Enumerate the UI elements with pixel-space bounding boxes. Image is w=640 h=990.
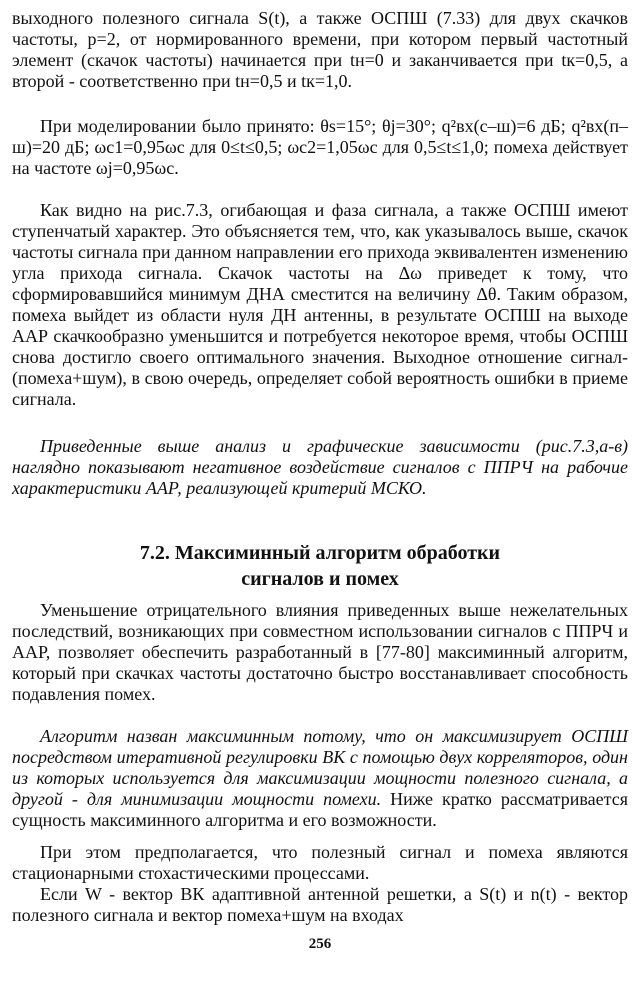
- paragraph-analysis: Как видно на рис.7.3, огибающая и фаза сигнала, а также ОСПШ имеют ступенчатый характер. Это объясняется тем, что, как указывалось выше, скачок частоты сигнала при данном направлении его прихода эквивалентен изменению угла прихода сигнала. Скачок частоты на Δω приведет к тому, что сформировавшийся минимум ДНА сместится на величину Δθ. Таким образом, помеха выйдет из области нуля ДН антенны, в результате ОСПШ на выходе ААР скачкообразно уменьшится и потребуется некоторое время, чтобы ОСПШ снова достигло своего оптимального значения. Выходное отношение сигнал-(помеха+шум), в свою очередь, определяет собой вероятность ошибки в приеме сигнала.: [12, 200, 628, 409]
- paragraph-algorithm: [12, 726, 628, 831]
- paragraph-conclusion-italic: Приведенные выше анализ и графические зависимости (рис.7.3,а-в) наглядно показывают негативное воздействие сигналов с ППРЧ на рабочие характеристики ААР, реализующей критерий МСКО.: [12, 436, 628, 498]
- paragraph-vectors: Если W - вектор ВК адаптивной антенной решетки, а S(t) и n(t) - вектор полезного сигнала и вектор помеха+шум на входах: [12, 884, 628, 925]
- paragraph-algorithm-normal: Ниже кратко рассматривается сущность максиминного алгоритма и его возможности.: [12, 789, 628, 830]
- paragraph-intro: Уменьшение отрицательного влияния приведенных выше нежелательных последствий, возникающих при совместном использовании сигналов с ППРЧ и ААР, позволяет обеспечить разработанный в [77-80] максиминный алгоритм, который при скачках частоты достаточно быстро восстанавливает способность подавления помех.: [12, 600, 628, 704]
- paragraph-continuation: выходного полезного сигнала S(t), а также ОСПШ (7.33) для двух скачков частоты, p=2, от нормированного времени, при котором первый частотный элемент (скачок частоты) начинается при tн=0 и заканчивается при tк=0,5, а второй - соответственно при tн=0,5 и tк=1,0.: [12, 8, 628, 91]
- paragraph-assumption: При этом предполагается, что полезный сигнал и помеха являются стационарными стохастическими процессами.: [12, 842, 628, 883]
- section-heading-line1: 7.2. Максиминный алгоритм обработки: [139, 542, 501, 564]
- page-number: 256: [308, 936, 332, 952]
- paragraph-algorithm-italic: Алгоритм назван максиминным потому, что он максимизирует ОСПШ посредством итеративной регулировки ВК с помощью двух корреляторов, один из которых используется для максимизации мощности полезного сигнала, а другой - для минимизации мощности помехи.: [12, 726, 628, 809]
- section-heading-line2: сигналов и помех: [241, 568, 399, 590]
- paragraph-modeling-params: При моделировании было принято: θs=15°; θj=30°; q²вх(с–ш)=6 дБ; q²вх(п–ш)=20 дБ; ωc1=0,95ωc для 0≤t≤0,5; ωc2=1,05ωc для 0,5≤t≤1,0; помеха действует на частоте ωj=0,95ωc.: [12, 116, 628, 178]
- section-heading: [0, 540, 640, 592]
